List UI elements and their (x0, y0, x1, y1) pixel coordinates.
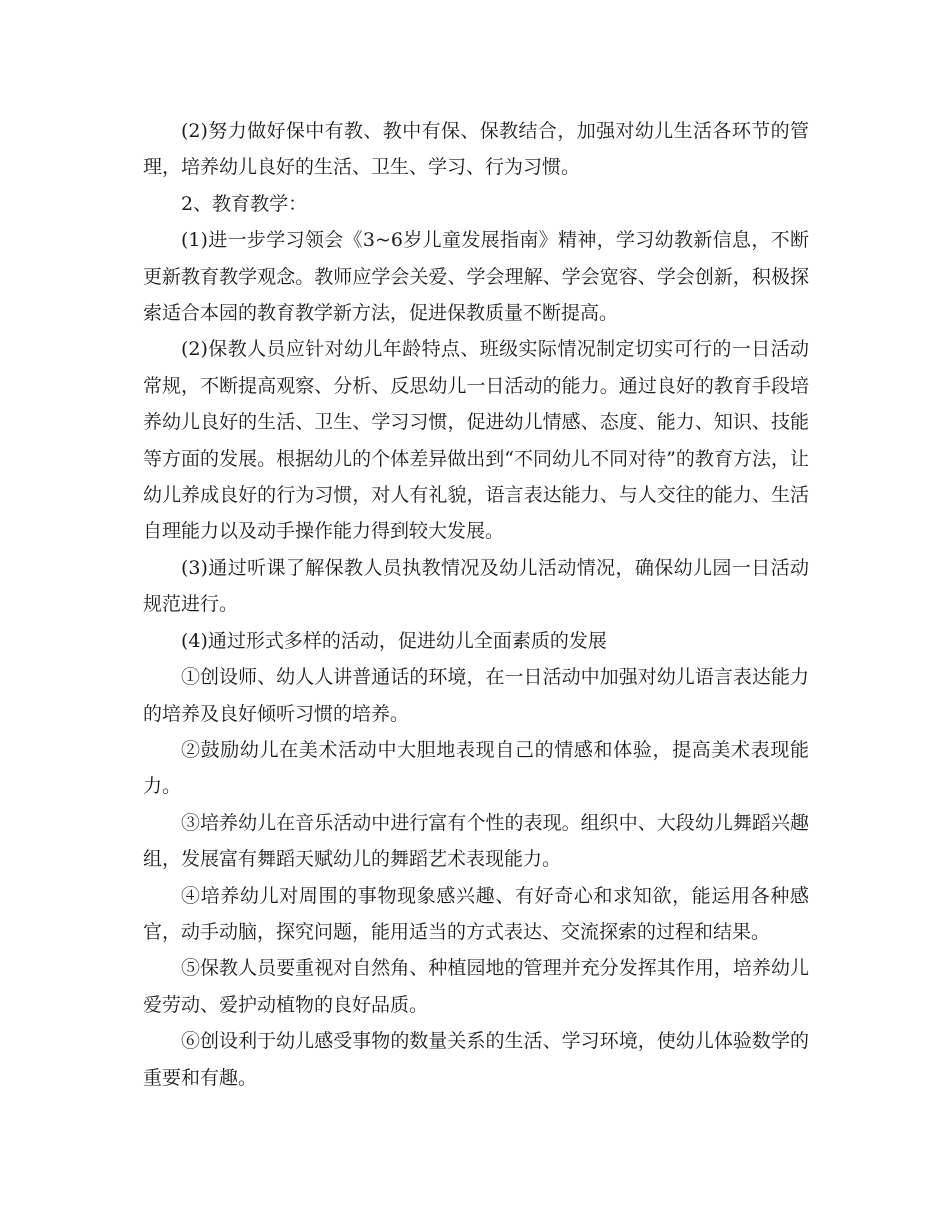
paragraph-care-education-combination: (2)努力做好保中有教、教中有保、保教结合，加强对幼儿生活各环节的管理，培养幼儿良好的生活、卫生、学习、行为习惯。 (143, 120, 809, 179)
list-item-music-dance: ③培养幼儿在音乐活动中进行富有个性的表现。组织中、大段幼儿舞蹈兴趣组，发展富有舞蹈天赋幼儿的舞蹈艺术表现能力。 (143, 811, 809, 871)
list-item-art-activities: ②鼓励幼儿在美术活动中大胆地表现自己的情感和体验，提高美术表现能力。 (143, 738, 809, 798)
list-item-curiosity-exploration: ④培养幼儿对周围的事物现象感兴趣、有好奇心和求知欲，能运用各种感官，动手动脑，探究问题，能用适当的方式表达、交流探索的过程和结果。 (143, 884, 809, 943)
section-heading-education-teaching: 2、教育教学： (181, 192, 308, 215)
paragraph-daily-routine: (2)保教人员应针对幼儿年龄特点、班级实际情况制定切实可行的一日活动常规，不断提高观察、分析、反思幼儿一日活动的能力。通过良好的教育手段培养幼儿良好的生活、卫生、学习习惯，促进幼儿情感、态度、能力、知识、技能等方面的发展。根据幼儿的个体差异做出到“不同幼儿不同对待”的教育方法，让幼儿养成良好的行为习惯，对人有礼貌，语言表达能力、与人交往的能力、生活自理能力以及动手操作能力得到较大发展。 (143, 338, 809, 543)
list-item-language-environment: ①创设师、幼人人讲普通话的环境，在一日活动中加强对幼儿语言表达能力的培养及良好倾听习惯的培养。 (143, 666, 809, 725)
list-item-math-environment: ⑥创设利于幼儿感受事物的数量关系的生活、学习环境，使幼儿体验数学的重要和有趣。 (143, 1030, 809, 1089)
list-item-nature-corner: ⑤保教人员要重视对自然角、种植园地的管理并充分发挥其作用，培养幼儿爱劳动、爱护动植物的良好品质。 (143, 957, 809, 1016)
paragraph-study-guidelines: (1)进一步学习领会《3~6岁儿童发展指南》精神，学习幼教新信息，不断更新教育教学观念。教师应学会关爱、学会理解、学会宽容、学会创新，积极探索适合本园的教育教学新方法，促进保教质量不断提高。 (143, 229, 809, 325)
document-body (143, 113, 809, 1096)
paragraph-lesson-observation: (3)通过听课了解保教人员执教情况及幼儿活动情况，确保幼儿园一日活动规范进行。 (143, 556, 809, 616)
paragraph-diverse-activities: (4)通过形式多样的活动，促进幼儿全面素质的发展 (181, 629, 607, 652)
